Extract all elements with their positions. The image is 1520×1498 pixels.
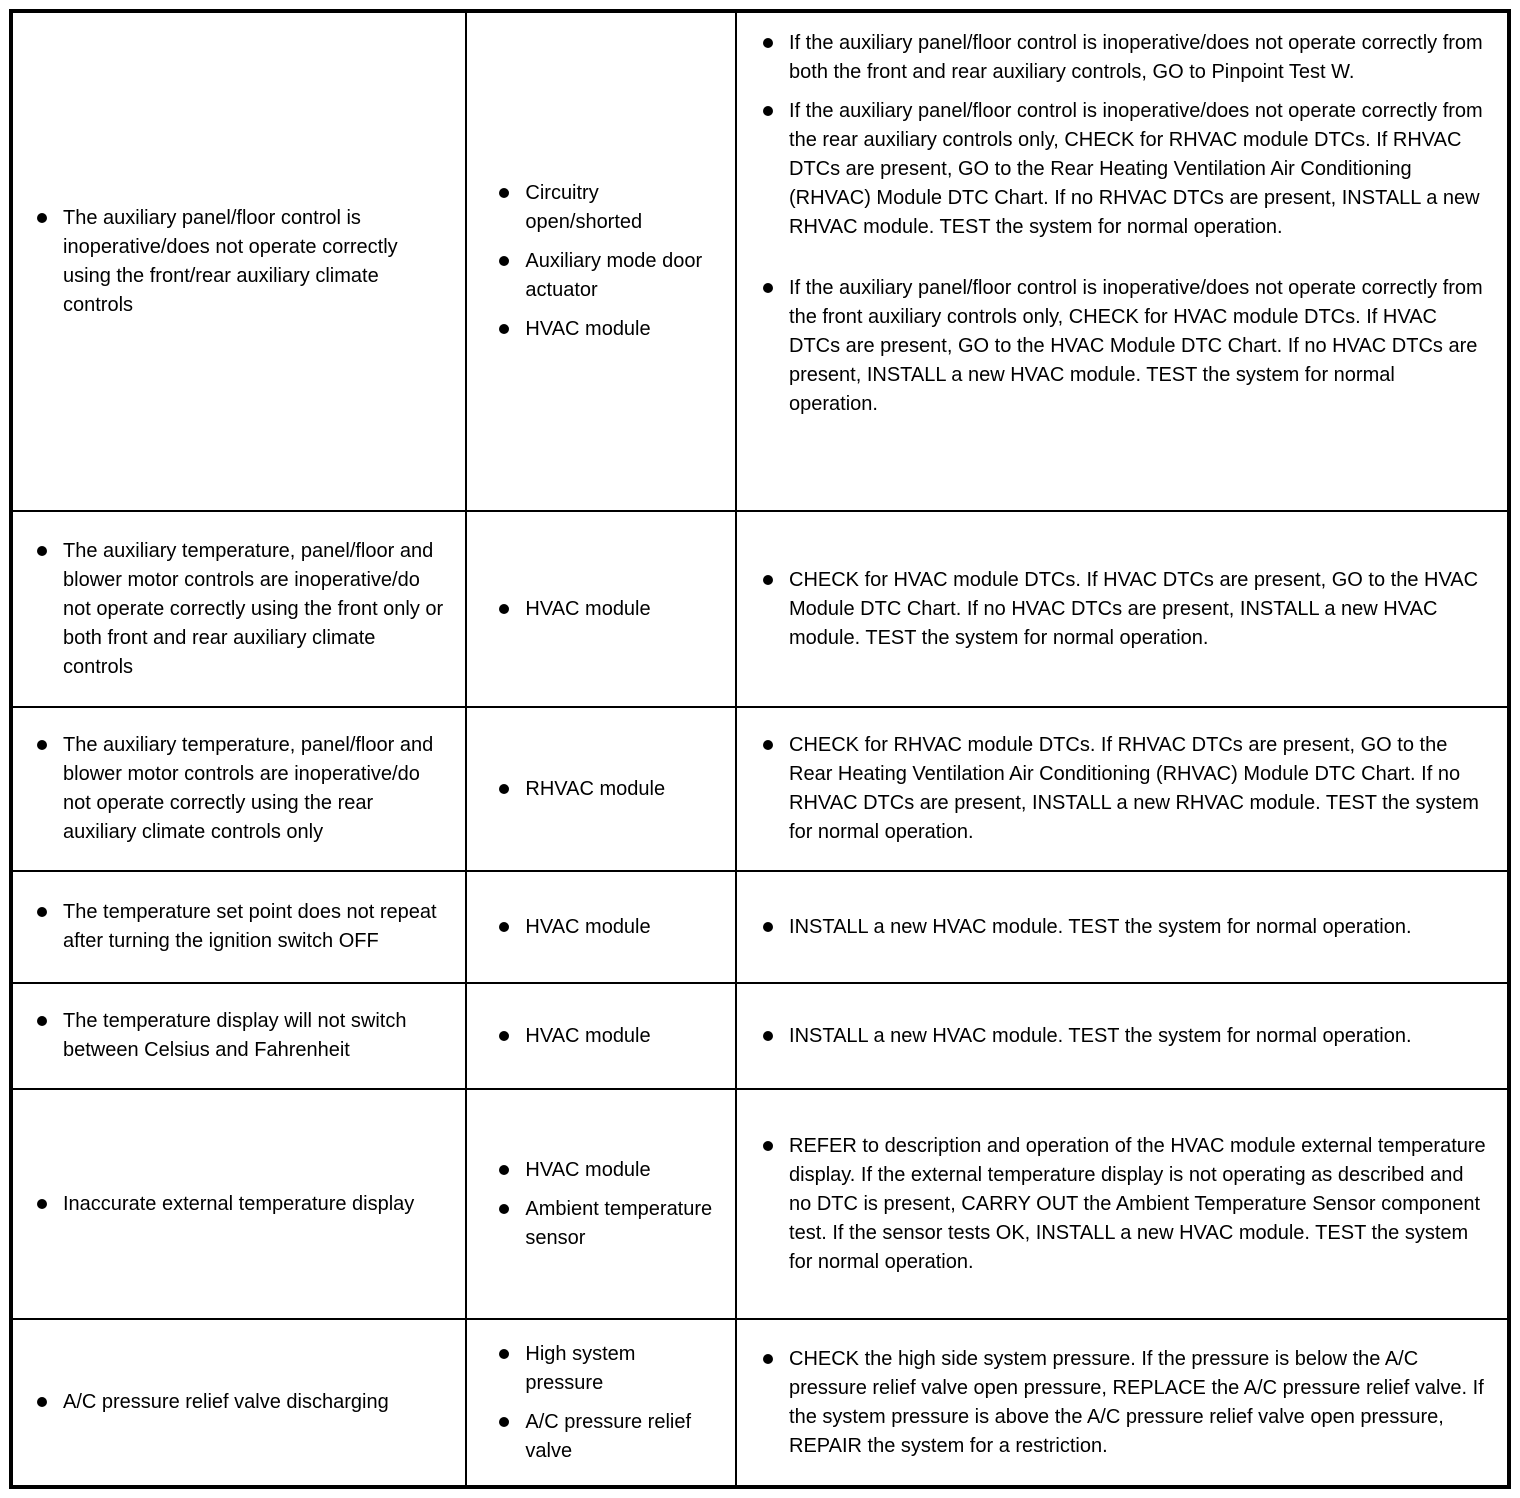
list-item [481, 1022, 717, 1051]
bullet-icon [763, 1031, 773, 1041]
action-text: If the auxiliary panel/floor control is inoperative/does not operate correctly from both the front and rear auxiliary controls, GO to Pinpoint Test W. [789, 32, 1483, 83]
source-text: Circuitry open/shorted [525, 182, 643, 233]
sources-list [481, 913, 717, 942]
action-text: If the auxiliary panel/floor control is inoperative/does not operate correctly from the front auxiliary controls only, CHECK for HVAC module DTCs. If HVAC DTCs are present, GO to the HVAC Module DTC Chart. If no HVAC DTCs are present, INSTALL a new HVAC module. TEST the system for normal operation. [789, 277, 1483, 415]
sources-cell [466, 871, 736, 983]
bullet-icon [499, 1031, 509, 1041]
symptom-list [27, 204, 447, 320]
action-cell [736, 511, 1509, 707]
bullet-icon [763, 38, 773, 48]
list-item [27, 1007, 447, 1065]
action-cell [736, 11, 1509, 511]
table-row [11, 871, 1509, 983]
sources-cell [466, 1319, 736, 1487]
symptom-cell [11, 1319, 466, 1487]
sources-list [481, 1022, 717, 1051]
sources-cell [466, 511, 736, 707]
table-row [11, 983, 1509, 1089]
list-item [751, 1345, 1489, 1461]
symptom-text: Inaccurate external temperature display [63, 1192, 415, 1215]
list-item [27, 537, 447, 682]
symptom-cell [11, 1089, 466, 1319]
list-item [481, 179, 717, 237]
list-item [27, 204, 447, 320]
bullet-icon [499, 784, 509, 794]
bullet-icon [499, 604, 509, 614]
source-text: HVAC module [525, 597, 651, 620]
symptom-list [27, 1190, 447, 1219]
symptom-text: The temperature display will not switch between Celsius and Fahrenheit [63, 1010, 407, 1061]
bullet-icon [499, 922, 509, 932]
table-row [11, 511, 1509, 707]
source-text: HVAC module [525, 1158, 651, 1181]
list-item [751, 274, 1489, 419]
sources-list [481, 595, 717, 624]
action-cell [736, 1319, 1509, 1487]
list-item [481, 1408, 717, 1466]
bullet-icon [37, 1016, 47, 1026]
symptom-list [27, 898, 447, 956]
table-row [11, 1319, 1509, 1487]
bullet-icon [763, 106, 773, 116]
action-list [751, 29, 1489, 419]
source-text: HVAC module [525, 915, 651, 938]
table-row [11, 11, 1509, 511]
symptom-cell [11, 511, 466, 707]
action-text: INSTALL a new HVAC module. TEST the system for normal operation. [789, 915, 1412, 938]
sources-cell [466, 11, 736, 511]
bullet-icon [37, 213, 47, 223]
action-text: CHECK for HVAC module DTCs. If HVAC DTCs are present, GO to the HVAC Module DTC Chart. If no HVAC DTCs are present, INSTALL a new HVAC module. TEST the system for normal operation. [789, 568, 1479, 649]
action-text: INSTALL a new HVAC module. TEST the system for normal operation. [789, 1024, 1412, 1047]
list-item [751, 1132, 1489, 1277]
symptom-list [27, 1388, 447, 1417]
bullet-icon [499, 1204, 509, 1214]
bullet-icon [37, 1199, 47, 1209]
symptom-text: The auxiliary panel/floor control is inoperative/does not operate correctly using the front/rear auxiliary climate controls [63, 206, 398, 316]
symptom-text: A/C pressure relief valve discharging [63, 1391, 389, 1413]
bullet-icon [763, 1141, 773, 1151]
symptom-text: The auxiliary temperature, panel/floor and blower motor controls are inoperative/do not operate correctly using the front only or both front and rear auxiliary climate controls [63, 539, 444, 678]
list-item [751, 913, 1489, 942]
sources-list [481, 179, 717, 344]
bullet-icon [499, 324, 509, 334]
bullet-icon [763, 740, 773, 750]
list-item [481, 1156, 717, 1185]
action-list [751, 1022, 1489, 1051]
source-text: Ambient temperature sensor [525, 1197, 713, 1249]
list-item [481, 1340, 717, 1398]
action-list [751, 1132, 1489, 1277]
action-cell [736, 983, 1509, 1089]
list-item [481, 595, 717, 624]
action-list [751, 913, 1489, 942]
list-item [751, 29, 1489, 87]
action-text: CHECK for RHVAC module DTCs. If RHVAC DTCs are present, GO to the Rear Heating Ventilation Air Conditioning (RHVAC) Module DTC Chart. If no RHVAC DTCs are present, INSTALL a new RHVAC module. TEST the system for normal operation. [789, 734, 1479, 843]
list-item [27, 731, 447, 847]
bullet-icon [499, 1165, 509, 1175]
bullet-icon [37, 740, 47, 750]
symptom-cell [11, 871, 466, 983]
sources-list [481, 775, 717, 804]
action-cell [736, 1089, 1509, 1319]
source-text: HVAC module [525, 1024, 651, 1047]
source-text: HVAC module [525, 318, 651, 340]
action-text: If the auxiliary panel/floor control is inoperative/does not operate correctly from the rear auxiliary controls only, CHECK for RHVAC module DTCs. If RHVAC DTCs are present, GO to the Rear Heating Ventilation Air Conditioning (RHVAC) Module DTC Chart. If no RHVAC DTCs are present, INSTALL a new RHVAC module. TEST the system for normal operation. [789, 100, 1483, 238]
symptom-text: The temperature set point does not repeat after turning the ignition switch OFF [63, 901, 437, 952]
sources-cell [466, 1089, 736, 1319]
list-item [481, 315, 717, 344]
symptom-list [27, 537, 447, 682]
action-list [751, 566, 1489, 653]
source-text: High system pressure [525, 1342, 636, 1394]
list-item [481, 1195, 717, 1253]
sources-cell [466, 707, 736, 871]
bullet-icon [37, 907, 47, 917]
source-text: RHVAC module [525, 777, 666, 800]
list-item [481, 247, 717, 305]
action-list [751, 1345, 1489, 1461]
table-row [11, 1089, 1509, 1319]
sources-list [481, 1156, 717, 1253]
symptom-cell [11, 983, 466, 1089]
bullet-icon [763, 922, 773, 932]
list-item [481, 913, 717, 942]
list-item [481, 775, 717, 804]
list-item [751, 731, 1489, 847]
symptom-cell [11, 707, 466, 871]
bullet-icon [37, 546, 47, 556]
action-cell [736, 707, 1509, 871]
symptom-text: The auxiliary temperature, panel/floor and blower motor controls are inoperative/do not operate correctly using the rear auxiliary climate controls only [63, 734, 434, 843]
bullet-icon [499, 188, 509, 198]
list-item [751, 1022, 1489, 1051]
diagnostic-table [9, 9, 1511, 1489]
sources-list [481, 1340, 717, 1466]
bullet-icon [499, 256, 509, 266]
action-text: REFER to description and operation of the HVAC module external temperature display. If the external temperature display is not operating as described and no DTC is present, CARRY OUT the Ambient Temperature Sensor component test. If the sensor tests OK, INSTALL a new HVAC module. TEST the system for normal operation. [789, 1134, 1486, 1273]
bullet-icon [763, 283, 773, 293]
bullet-icon [763, 1354, 773, 1364]
list-item [27, 898, 447, 956]
source-text: Auxiliary mode door actuator [525, 250, 703, 301]
action-cell [736, 871, 1509, 983]
bullet-icon [499, 1349, 509, 1359]
action-list [751, 731, 1489, 847]
bullet-icon [37, 1397, 47, 1407]
bullet-icon [763, 575, 773, 585]
symptom-cell [11, 11, 466, 511]
action-text: CHECK the high side system pressure. If the pressure is below the A/C pressure relief valve open pressure, REPLACE the A/C pressure relief valve. If the system pressure is above the A/C pressure relief valve open pressure, REPAIR the system for a restriction. [789, 1347, 1484, 1457]
symptom-list [27, 731, 447, 847]
bullet-icon [499, 1417, 509, 1427]
source-text: A/C pressure relief valve [525, 1410, 692, 1462]
list-item [27, 1190, 447, 1219]
list-item [751, 566, 1489, 653]
symptom-list [27, 1007, 447, 1065]
table-row [11, 707, 1509, 871]
list-item [751, 97, 1489, 242]
sources-cell [466, 983, 736, 1089]
list-item [27, 1388, 447, 1417]
